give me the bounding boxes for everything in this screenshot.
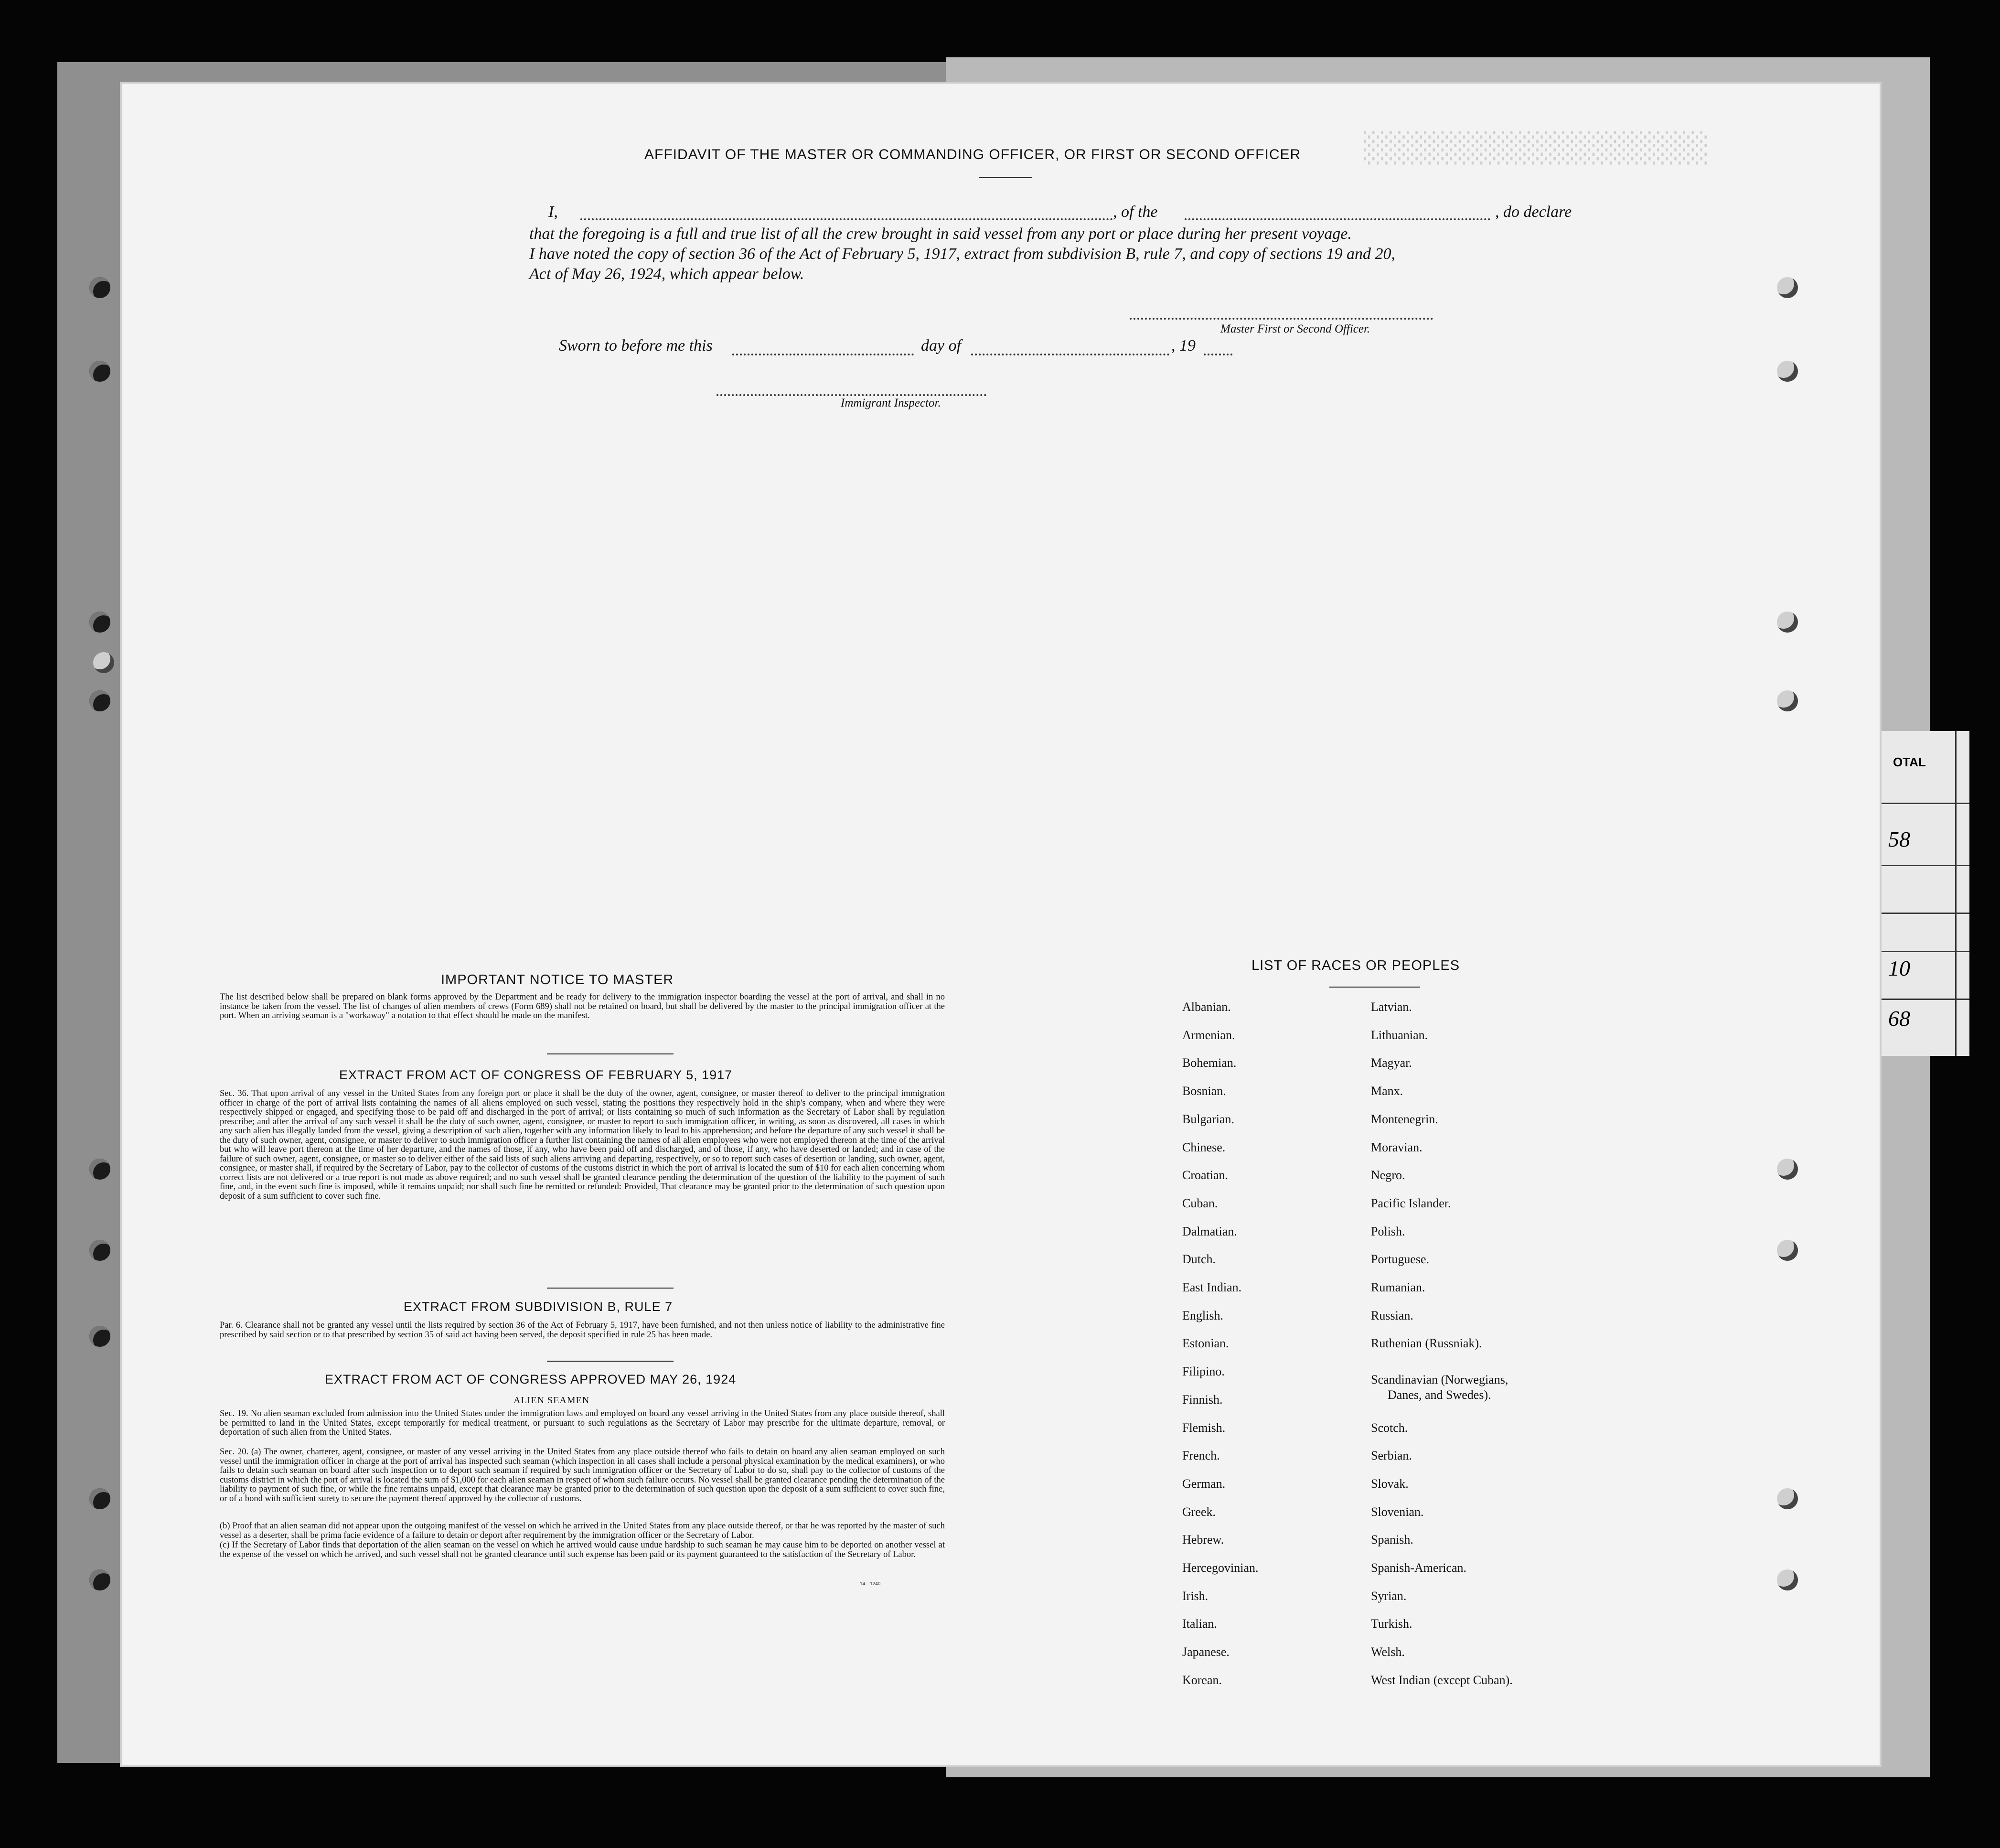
race-item: Slovenian. [1371, 1504, 1424, 1519]
race-item: Turkish. [1371, 1617, 1412, 1631]
sec20c-body: (c) If the Secretary of Labor finds that deportation of the alien seaman on the vessel on which he arrived would cause undue hardship to such seaman he may cause him to be deported on another vessel at the expense of the vessel on which he arrived, and such vessel shall not be granted clearance until such expense has been paid or its payment guaranteed to the satisfaction of the Secretary of Labor. [220, 1540, 945, 1559]
race-item: Armenian. [1182, 1028, 1235, 1042]
rule7-body: Par. 6. Clearance shall not be granted any vessel until the lists required by section 36 of the Act of February 5, 1917, have been furnished, and not then unless notice of liability to the administrative fine prescribed by said section or to that prescribed by section 35 of said act having been served, the deposit specified in rule 25 has been made. [220, 1321, 945, 1340]
punch-hole [89, 612, 110, 633]
sworn-month-field[interactable] [971, 354, 1169, 355]
punch-hole [89, 1488, 110, 1509]
master-signature-label: Master First or Second Officer. [1220, 322, 1370, 335]
punch-hole [89, 690, 110, 711]
race-item: Dalmatian. [1182, 1224, 1237, 1238]
race-item: Ruthenian (Russniak). [1371, 1336, 1482, 1351]
notice-title: IMPORTANT NOTICE TO MASTER [441, 972, 674, 988]
punch-hole [89, 1240, 110, 1261]
race-item: Negro. [1371, 1168, 1405, 1182]
race-item: Greek. [1182, 1504, 1216, 1519]
punch-hole [1777, 1240, 1798, 1261]
race-item-continuation: Danes, and Swedes). [1388, 1388, 1491, 1402]
race-item: Montenegrin. [1371, 1112, 1438, 1126]
punch-hole [93, 652, 114, 673]
punch-hole [1777, 1488, 1798, 1509]
punch-hole [1777, 612, 1798, 633]
race-item: Bohemian. [1182, 1056, 1237, 1070]
master-signature-field[interactable] [1130, 318, 1433, 320]
sworn-day-of: day of [921, 337, 962, 355]
sworn-text: Sworn to before me this [559, 337, 713, 355]
race-item: Pacific Islander. [1371, 1196, 1451, 1210]
vessel-field[interactable] [1185, 218, 1490, 220]
race-item: Flemish. [1182, 1420, 1226, 1435]
affidavit-title: AFFIDAVIT OF THE MASTER OR COMMANDING OFFICER, OR FIRST OR SECOND OFFICER [644, 147, 1301, 162]
race-item: Hercegovinian. [1182, 1561, 1259, 1575]
sworn-year-prefix: , 19 [1171, 337, 1196, 355]
race-item: Welsh. [1371, 1645, 1405, 1659]
race-item: Moravian. [1371, 1140, 1422, 1154]
sec20b-body: (b) Proof that an alien seaman did not appear upon the outgoing manifest of the vessel on which he arrived in the United States from any place outside thereof, or that he was reported by the master of such vessel as a deserter, shall be prima facie evidence of a failure to detain or deport after requirement by the immigration officer or the Secretary of Labor. [220, 1521, 945, 1540]
race-item: Serbian. [1371, 1449, 1412, 1463]
sworn-day-field[interactable] [732, 354, 914, 355]
race-item: Finnish. [1182, 1392, 1223, 1407]
race-item: Croatian. [1182, 1168, 1229, 1182]
race-item: Bosnian. [1182, 1084, 1226, 1098]
punch-hole [89, 1569, 110, 1590]
extract-1924-title: EXTRACT FROM ACT OF CONGRESS APPROVED MAY 26, 1924 [325, 1372, 737, 1386]
race-item: French. [1182, 1449, 1220, 1463]
race-item: Filipino. [1182, 1365, 1225, 1379]
race-item: Scandinavian (Norwegians, [1371, 1373, 1508, 1387]
race-item: Magyar. [1371, 1056, 1412, 1070]
race-item: Chinese. [1182, 1140, 1226, 1154]
punch-hole [89, 1159, 110, 1180]
extract-1917-title: EXTRACT FROM ACT OF CONGRESS OF FEBRUARY 5, 1917 [339, 1068, 733, 1082]
tally-strip [1872, 731, 1969, 1056]
race-item: Spanish-American. [1371, 1561, 1467, 1575]
race-item: Spanish. [1371, 1533, 1413, 1547]
race-item: Japanese. [1182, 1645, 1230, 1659]
sworn-year-field[interactable] [1204, 354, 1232, 355]
punch-hole [1777, 1569, 1798, 1590]
punch-hole [1777, 690, 1798, 711]
name-field[interactable] [580, 218, 1113, 220]
race-item: Russian. [1371, 1308, 1413, 1322]
rule7-title: EXTRACT FROM SUBDIVISION B, RULE 7 [404, 1300, 673, 1314]
race-item: Syrian. [1371, 1589, 1407, 1603]
affidavit-line-2: that the foregoing is a full and true list of all the crew brought in said vessel from any port or place during her present voyage. [529, 225, 1352, 243]
affidavit-of-the: , of the [1113, 203, 1158, 221]
alien-seamen-subtitle: ALIEN SEAMEN [513, 1395, 590, 1406]
race-item: Italian. [1182, 1617, 1217, 1631]
form-number: 14—1240 [860, 1581, 881, 1587]
punch-hole [1777, 1159, 1798, 1180]
manifest-page: ░░░░░░░░░░░░░░░░░░░░ AFFIDAVIT OF THE MASTER OR COMMANDING OFFICER, OR FIRST OR SECOND OFFICER I, , of the , do declare that the foregoing is a full and true list of all the crew brought in said vessel from any port or place during her present voyage. I have noted the copy of section 36 of the Act of February 5, 1917, extract from subdivision B, rule 7, and copy of sections 19 and 20, Act of May 26, 1924, which appear below. Master First or Second Officer. Sworn to before me this day of , 19 Immigrant Inspector. IMPORTANT NOTICE TO MASTER The list described below shall be prepared on blank forms approved by the Department and be ready for delivery to the immigration inspector boarding the vessel at the port of arrival, and shall in no instance be taken from the vessel. The list of changes of alien members of crews (Form 689) shall not be retained on board, but shall be delivered by the master to the principal immigration officer at the port. When an arriving seaman is a "workaway" a notation to that effect should be made on the manifest. EXTRACT FROM ACT OF CONGRESS OF FEBRUARY 5, 1917 Sec. 36. That upon arrival of any vessel in the United States from any foreign port or place it shall be the duty of the owner, agent, consignee, or master thereof to deliver to the principal immigration officer in charge of the port of arrival lists containing the names of all aliens employed on such vessel, stating the positions they respectively hold in the ship's company, when and where they were respectively shipped or engaged, and specifying those to be paid off and discharged in the port of arrival; or lists containing so much of such information as the Secretary of Labor shall by regulation prescribe; and after the arrival of any such vessel it shall be the duty of such owner, agent, consignee, or master to report to such immigration officer, in writing, as soon as discovered, all cases in which any such alien has illegally landed from the vessel, giving a description of such alien, together with any information likely to lead to his apprehension; and before the departure of any such vessel it shall be the duty of such owner, agent, consignee, or master to deliver to such immigration officer a further list containing the names of all alien employees who were not employed thereon at the time of the arrival but who will leave port thereon at the time of her departure, and the names of those, if any, who have been paid off and discharged, and of those, if any, who have deserted or landed; and in case of the failure of such owner, agent, consignee, or master so to deliver either of the said lists of such aliens arriving and departing, respectively, or so to report such cases of desertion or landing, such owner, agent, consignee, or master shall, if required by the Secretary of Labor, pay to the collector of customs of the customs district in which the port of arrival is located the sum of $10 for each alien concerning whom correct lists are not delivered or a true report is not made as above required; and no such vessel shall be granted clearance pending the determination of the question of the liability to the payment of such fine, and, in the event such fine is imposed, while it remains unpaid; nor shall such fine be remitted or refunded: Provided, That clearance may be granted prior to the determination of such question upon deposit of a sum sufficient to cover such fine. EXTRACT FROM SUBDIVISION B, RULE 7 Par. 6. Clearance shall not be granted any vessel until the lists required by section 36 of the Act of February 5, 1917, have been furnished, and not then unless notice of liability to the administrative fine prescribed by said section or to that prescribed by section 35 of said act having been served, the deposit specified in rule 25 has been made. EXTRACT FROM ACT OF CONGRESS APPROVED MAY 26, 1924 ALIEN SEAMEN Sec. 19. No alien seaman excluded from admission into the United States under the immigration laws and employed on board any vessel arriving in the United States from any place outside thereof, shall be permitted to land in the United States, except temporarily for medical treatment, or pursuant to such regulations as the Secretary of Labor may prescribe for the ultimate departure, removal, or deportation of such alien from the United States. Sec. 20. (a) The owner, charterer, agent, consignee, or master of any vessel arriving in the United States from any place outside thereof who fails to detain on board any alien seaman employed on such vessel until the immigration officer in charge at the port of arrival has inspected such seaman (which inspection in all cases shall include a personal physical examination by the medical examiners), or who fails to detain such seaman on board after such inspection or to deport such seaman if required by such immigration officer or the Secretary of Labor to do so, shall pay to the collector of customs of the customs district in which the port of arrival is located the sum of $1,000 for each alien seaman in respect of whom such failure occurs. No vessel shall be granted clearance pending the determination of the liability to payment of such fine, or while the fine remains unpaid, except that clearance may be granted prior to the determination of such question upon the deposit of a sum sufficient to cover such fine, or of a bond with sufficient surety to secure the payment thereof approved by the collector of customs. (b) Proof that an alien seaman did not appear upon the outgoing manifest of the vessel on which he arrived in the United States from any place outside thereof, or that he was reported by the master of such vessel as a deserter, shall be prima facie evidence of a failure to detain or deport after requirement by the immigration officer or the Secretary of Labor. (c) If the Secretary of Labor finds that deportation of the alien seaman on the vessel on which he arrived would cause undue hardship to such seaman he may cause him to be deported on another vessel at the expense of the vessel on which he arrived, and such vessel shall not be granted clearance until such expense has been paid or its payment guaranteed to the satisfaction of the Secretary of Labor. 14—1240 LIST OF RACES OR PEOPLES Albanian. Armenian. Bohemian. Bosnian. Bulgarian. Chinese. Croatian. Cuban. Dalmatian. Dutch. East Indian. English. Estonian. Filipino. Finnish. Flemish. French. German. Greek. Hebrew. Hercegovinian. Irish. Italian. Japanese. Korean. Latvian. Lithuanian. Magyar. Manx. Montenegrin. Moravian. Negro. Pacific Islander. Polish. Portuguese. Rumanian. Russian. Ruthenian (Russniak). Scandinavian (Norwegians, Danes, and Swedes). Scotch. Serbian. Slovak. Slovenian. Spanish. Spanish-American. Syrian. Turkish. Welsh. West Indian (except Cuban). [122, 84, 1880, 1765]
race-item: Rumanian. [1371, 1280, 1425, 1294]
punch-hole [89, 1326, 110, 1347]
punch-hole [89, 361, 110, 382]
race-item: Albanian. [1182, 1000, 1231, 1014]
race-item: Polish. [1371, 1224, 1405, 1238]
race-item: Korean. [1182, 1673, 1222, 1687]
tally-value-2: 10 [1888, 956, 1910, 980]
tally-value-3: 68 [1888, 1006, 1910, 1031]
inspector-label: Immigrant Inspector. [841, 397, 941, 409]
sec20a-body: Sec. 20. (a) The owner, charterer, agent, consignee, or master of any vessel arriving in the United States from any place outside thereof who fails to detain on board any alien seaman employed on such vessel until the immigration officer in charge at the port of arrival has inspected such seaman (which inspection in all cases shall include a personal physical examination by the medical examiners), or who fails to detain such seaman on board after such inspection or to deport such seaman if required by such immigration officer or the Secretary of Labor to do so, shall pay to the collector of customs of the customs district in which the port of arrival is located the sum of $1,000 for each alien seaman in respect of whom such failure occurs. No vessel shall be granted clearance pending the determination of the liability to payment of such fine, or while the fine remains unpaid, except that clearance may be granted prior to the determination of such question upon the deposit of a sum sufficient to cover such fine, or of a bond with sufficient surety to secure the payment thereof approved by the collector of customs. [220, 1447, 945, 1504]
race-item: German. [1182, 1476, 1226, 1491]
affidavit-line-3: I have noted the copy of section 36 of the Act of February 5, 1917, extract from subdivision B, rule 7, and copy of sections 19 and 20, [529, 245, 1396, 263]
race-item: Dutch. [1182, 1252, 1216, 1267]
race-item: Scotch. [1371, 1420, 1408, 1435]
race-item: Cuban. [1182, 1196, 1218, 1210]
race-item: Lithuanian. [1371, 1028, 1428, 1042]
notice-body: The list described below shall be prepared on blank forms approved by the Department and be ready for delivery to the immigration inspector boarding the vessel at the port of arrival, and shall in no instance be taken from the vessel. The list of changes of alien members of crews (Form 689) shall not be retained on board, but shall be delivered by the master to the principal immigration officer at the port. When an arriving seaman is a "workaway" a notation to that effect should be made on the manifest. [220, 992, 945, 1021]
race-item: West Indian (except Cuban). [1371, 1673, 1513, 1687]
sec19-body: Sec. 19. No alien seaman excluded from admission into the United States under the immigration laws and employed on board any vessel arriving in the United States from any place outside thereof, shall be permitted to land in the United States, except temporarily for medical treatment, or pursuant to such regulations as the Secretary of Labor may prescribe for the ultimate departure, removal, or deportation of such alien from the United States. [220, 1409, 945, 1437]
punch-hole [1777, 361, 1798, 382]
race-item: English. [1182, 1308, 1223, 1322]
affidavit-i: I, [548, 203, 558, 221]
race-item: Latvian. [1371, 1000, 1412, 1014]
tally-header: OTAL [1893, 755, 1926, 769]
race-item: Irish. [1182, 1589, 1209, 1603]
tally-value-1: 58 [1888, 827, 1910, 851]
punch-hole [1777, 277, 1798, 298]
race-item: Manx. [1371, 1084, 1403, 1098]
inspector-signature-field[interactable] [717, 394, 986, 396]
race-item: East Indian. [1182, 1280, 1242, 1294]
race-item: Slovak. [1371, 1476, 1409, 1491]
races-title: LIST OF RACES OR PEOPLES [1251, 958, 1460, 973]
punch-hole [89, 277, 110, 298]
race-item: Estonian. [1182, 1336, 1229, 1351]
race-item: Bulgarian. [1182, 1112, 1235, 1126]
race-item: Portuguese. [1371, 1252, 1430, 1267]
affidavit-declare: , do declare [1495, 203, 1572, 221]
race-item: Hebrew. [1182, 1533, 1224, 1547]
extract-1917-body: Sec. 36. That upon arrival of any vessel in the United States from any foreign port or place it shall be the duty of the owner, agent, consignee, or master thereof to deliver to the principal immigration officer in charge of the port of arrival lists containing the names of all aliens employed on such vessel, stating the positions they respectively hold in the ship's company, when and where they were respectively shipped or engaged, and specifying those to be paid off and discharged in the port of arrival; or lists containing so much of such information as the Secretary of Labor shall by regulation prescribe; and after the arrival of any such vessel it shall be the duty of such owner, agent, consignee, or master to report to such immigration officer, in writing, as soon as discovered, all cases in which any such alien has illegally landed from the vessel, giving a description of such alien, together with any information likely to lead to his apprehension; and before the departure of any such vessel it shall be the duty of such owner, agent, consignee, or master to deliver to such immigration officer a further list containing the names of all alien employees who were not employed thereon at the time of the arrival but who will leave port thereon at the time of her departure, and the names of those, if any, who have been paid off and discharged, and of those, if any, who have deserted or landed; and in case of the failure of such owner, agent, consignee, or master so to deliver either of the said lists of such aliens arriving and departing, respectively, or so to report such cases of desertion or landing, such owner, agent, consignee, or master shall, if required by the Secretary of Labor, pay to the collector of customs of the customs district in which the port of arrival is located the sum of $10 for each alien concerning whom correct lists are not delivered or a true report is not made as above required; and no such vessel shall be granted clearance pending the determination of the question of the liability to the payment of such fine, and, in the event such fine is imposed, while it remains unpaid; nor shall such fine be remitted or refunded: Provided, That clearance may be granted prior to the determination of such question upon deposit of a sum sufficient to cover such fine. [220, 1089, 945, 1201]
affidavit-line-4: Act of May 26, 1924, which appear below. [529, 265, 804, 283]
